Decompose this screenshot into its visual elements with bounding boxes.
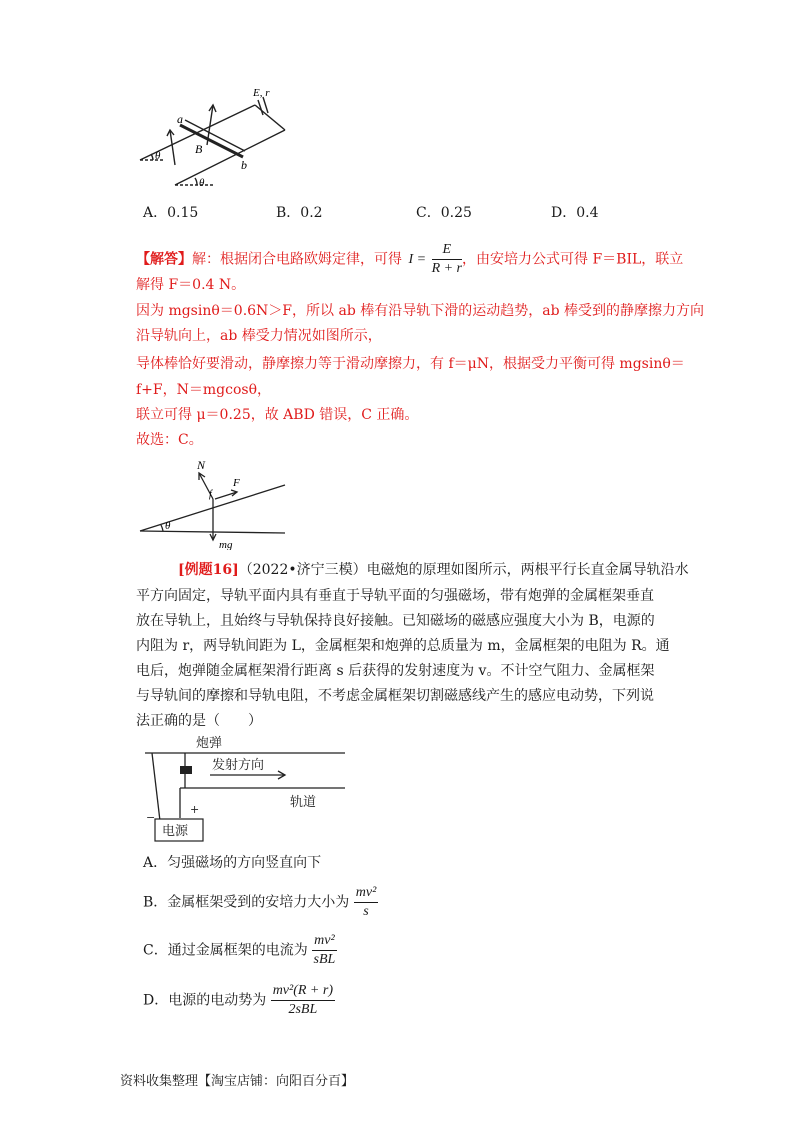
option-b: B．0.2 bbox=[276, 205, 323, 221]
answer-line-4: 沿导轨向上，ab 棒受力情况如图所示， bbox=[136, 328, 382, 344]
answer-line-7: 联立可得 μ＝0.25，故 ABD 错误，C 正确。 bbox=[136, 407, 419, 423]
label-rail: 轨道 bbox=[290, 795, 317, 810]
option-c: C．0.25 bbox=[416, 205, 472, 221]
option-d: D．0.4 bbox=[551, 205, 599, 221]
option2-a: A．匀强磁场的方向竖直向下 bbox=[143, 855, 322, 871]
option2-b-fraction: $\frac{\text{mv²}}{s}$ bbox=[355, 885, 377, 919]
figure-force-diagram bbox=[135, 455, 295, 550]
label-b: b bbox=[241, 158, 247, 172]
answer-line-8: 故选：C。 bbox=[136, 432, 203, 448]
label-plus: + bbox=[190, 803, 200, 816]
option2-c: C．通过金属框架的电流为 $\frac{\text{mv²}}{\text{sBL}}$ bbox=[143, 933, 336, 967]
label-N: N bbox=[197, 458, 206, 472]
option2-c-fraction: $\frac{\text{mv²}}{\text{sBL}}$ bbox=[313, 933, 336, 967]
label-direction: 发射方向 bbox=[212, 758, 265, 773]
example-line-7: 法正确的是（ ） bbox=[136, 713, 262, 729]
answer-line-3: 因为 mgsinθ＝0.6N＞F，所以 ab 棒有沿导轨下滑的运动趋势，ab 棒受到的静摩擦力方向 bbox=[136, 303, 704, 319]
option2-d-fraction: $\frac{\text{mv²(R + r)}}{\text{2sBL}}$ bbox=[272, 983, 333, 1017]
footer-text: 资料收集整理【淘宝店铺：向阳百分百】 bbox=[120, 1074, 355, 1089]
label-F: F bbox=[233, 477, 240, 489]
label-source: 电源 bbox=[162, 824, 189, 839]
label-mg: mg bbox=[219, 539, 233, 550]
option-a: A．0.15 bbox=[143, 205, 199, 221]
label-theta: θ bbox=[165, 520, 171, 532]
label-shell: 炮弹 bbox=[196, 736, 223, 751]
option2-b: B．金属框架受到的安培力大小为 $\frac{\text{mv²}}{s}$ bbox=[143, 885, 377, 919]
label-field-B: B bbox=[195, 142, 203, 156]
answer-line-1: 【解答】解：根据闭合电路欧姆定律，可得 I = $\frac{E}{R + r}$ ，由安培力公式可得 F＝BIL，联立 bbox=[136, 242, 684, 276]
example-line-2: 平方向固定，导轨平面内具有垂直于导轨平面的匀强磁场，带有炮弹的金属框架垂直 bbox=[136, 588, 654, 604]
answer-line-6: f+F，N＝mgcosθ， bbox=[136, 382, 271, 398]
ohm-law-fraction: I = $\frac{E}{R + r}$ bbox=[408, 242, 463, 276]
label-emf: E, r bbox=[253, 87, 270, 99]
label-a: a bbox=[177, 112, 183, 126]
answer-line-2: 解得 F＝0.4 N。 bbox=[136, 277, 246, 293]
label-theta-2: θ bbox=[199, 177, 205, 189]
figure-inclined-rails bbox=[135, 85, 295, 195]
example-line-4: 内阻为 r，两导轨间距为 L，金属框架和炮弹的总质量为 m，金属框架的电阻为 R。通 bbox=[136, 638, 670, 654]
figure-railgun bbox=[140, 733, 360, 845]
option2-d: D．电源的电动势为 $\frac{\text{mv²(R + r)}}{\text{2sBL}}$ bbox=[143, 983, 333, 1017]
shell-block bbox=[180, 766, 192, 774]
label-theta-1: θ bbox=[155, 150, 161, 162]
answer-line-5: 导体棒恰好要滑动，静摩擦力等于滑动摩擦力，有 f＝μN，根据受力平衡可得 mgsinθ＝ bbox=[136, 356, 685, 372]
example-line-3: 放在导轨上，且始终与导轨保持良好接触。已知磁场的磁感应强度大小为 B，电源的 bbox=[136, 613, 655, 629]
example-line-6: 与导轨间的摩擦和导轨电阻，不考虑金属框架切割磁感线产生的感应电动势，下列说 bbox=[136, 688, 654, 704]
label-f: f bbox=[209, 489, 212, 500]
answer-tag: 【解答】 bbox=[136, 251, 192, 268]
example-line-5: 电后，炮弹随金属框架滑行距离 s 后获得的发射速度为 v。不计空气阻力、金属框架 bbox=[136, 663, 655, 679]
example-line-1: [例题16]（2022•济宁三模）电磁炮的原理如图所示，两根平行长直金属导轨沿水 bbox=[178, 562, 689, 578]
label-minus: − bbox=[146, 811, 156, 824]
example-tag: [例题16] bbox=[178, 562, 239, 578]
